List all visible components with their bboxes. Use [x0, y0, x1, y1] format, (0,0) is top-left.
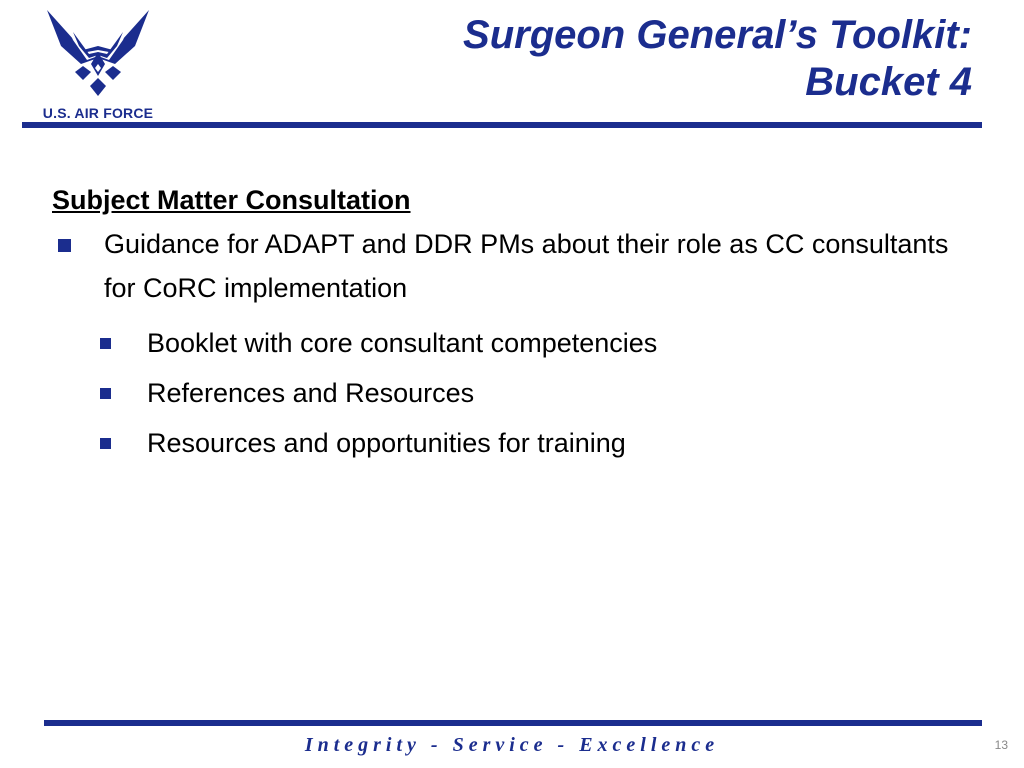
sub-bullet-text: Booklet with core consultant competencies: [147, 328, 658, 358]
bullet-list: [52, 222, 972, 460]
bullet-square-icon: [100, 388, 111, 399]
bullet-square-icon: [100, 338, 111, 349]
top-divider: [22, 122, 982, 128]
sub-bullet-text: Resources and opportunities for training: [147, 428, 626, 458]
page-number: 13: [994, 738, 1008, 752]
section-heading: Subject Matter Consultation: [52, 185, 411, 215]
sub-bullet-text: References and Resources: [147, 378, 475, 408]
slide-title: [332, 12, 972, 106]
title-line-2: Bucket 4: [805, 60, 972, 104]
sub-bullet-item: [52, 426, 972, 460]
bottom-divider: [44, 720, 982, 726]
sub-bullet-item: [52, 376, 972, 410]
bullet-square-icon: [58, 239, 71, 252]
air-force-symbol-icon: [43, 6, 153, 102]
sub-bullet-item: [52, 326, 972, 360]
air-force-logo: [22, 6, 174, 124]
bullet-text: Guidance for ADAPT and DDR PMs about their role as CC consultants for CoRC implementation: [104, 229, 949, 303]
footer-motto: Integrity - Service - Excellence: [304, 734, 720, 756]
title-line-1: Surgeon General’s Toolkit:: [463, 13, 972, 57]
slide-content: [52, 178, 972, 460]
bullet-item: [52, 222, 972, 310]
bullet-square-icon: [100, 438, 111, 449]
logo-text: U.S. AIR FORCE: [42, 105, 154, 121]
